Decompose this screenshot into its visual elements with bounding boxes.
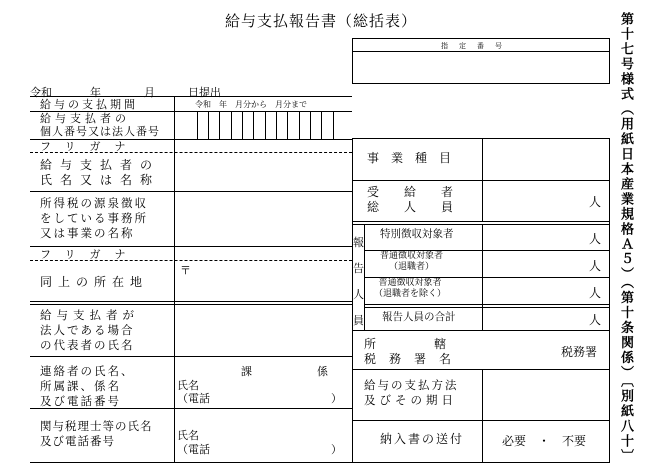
business-type-label: 事業種目 — [367, 151, 464, 165]
pay-period-field[interactable]: 令和 年 月分から 月分まで — [195, 100, 307, 109]
left-table — [30, 96, 352, 463]
normal-retired-label: 普通徴収対象者 （退職者） — [380, 251, 444, 272]
special-collection-label: 特別徴収対象者 — [380, 228, 454, 240]
payer-name-label: 給与支払者の 氏名又は名称 — [40, 158, 161, 187]
person-unit: 人 — [588, 195, 601, 209]
normal-other-label: 普通徴収対象者 （退職者を除く） — [374, 278, 447, 299]
tax-accountant-phone: （電話 ） — [177, 443, 342, 456]
payer-name-field[interactable] — [175, 153, 352, 191]
tax-accountant-name: 氏名 — [177, 429, 199, 442]
report-count-vertical-label: 報 告 人 員 — [353, 236, 364, 327]
business-type-field[interactable] — [483, 139, 609, 180]
contact-name: 氏名 — [177, 379, 199, 392]
individual-number-field[interactable] — [175, 112, 352, 139]
payment-slip-label: 納入書の送付 — [380, 432, 465, 446]
person-unit: 人 — [588, 232, 601, 246]
furigana-label-1: フリガナ — [40, 140, 140, 153]
person-unit: 人 — [588, 286, 601, 300]
contact-field[interactable] — [175, 357, 352, 408]
tax-office-suffix: 税務署 — [560, 345, 597, 359]
tax-office-label: 所 轄 税務署名 — [364, 337, 465, 366]
report-total-field[interactable] — [483, 307, 609, 330]
address-field[interactable] — [175, 261, 352, 301]
form-title: 給与支払報告書（総括表） — [225, 12, 418, 30]
right-table — [352, 138, 610, 463]
postal-mark-icon: 〒 — [180, 264, 191, 277]
date-year: 年 — [90, 86, 101, 99]
person-unit: 人 — [588, 259, 601, 273]
furigana-field-1[interactable] — [175, 140, 352, 152]
date-month: 月 — [144, 86, 155, 99]
total-recipients-field[interactable] — [483, 181, 609, 221]
individual-number-label: 給与支払者の 個人番号又は法人番号 — [40, 112, 160, 138]
furigana-label-2: フリガナ — [40, 248, 140, 261]
tax-accountant-field[interactable] — [175, 409, 352, 462]
office-name-label: 所得税の源泉徴収 をしている事務所 又は事業の名称 — [40, 196, 148, 240]
report-total-label: 報告人員の合計 — [382, 311, 456, 323]
office-name-field[interactable] — [175, 192, 352, 246]
tax-office-field[interactable] — [483, 331, 609, 369]
total-recipients-label: 受給者 総人員 — [367, 185, 479, 214]
pay-method-label: 給与の支払方法 及びその期日 — [364, 378, 459, 407]
special-collection-field[interactable] — [483, 224, 609, 250]
furigana-field-2[interactable] — [175, 247, 352, 259]
person-unit: 人 — [588, 313, 601, 327]
representative-field[interactable] — [175, 305, 352, 356]
date-submitted: 日提出 — [188, 86, 221, 99]
address-label: 同上の所在地 — [40, 275, 149, 289]
pay-period-label: 給与の支払期間 — [40, 98, 138, 111]
normal-other-field[interactable] — [483, 278, 609, 304]
contact-phone: （電話 ） — [177, 392, 342, 405]
pay-method-field[interactable] — [483, 370, 609, 420]
date-era: 令和 — [30, 86, 52, 99]
contact-unit: 係 — [317, 365, 328, 378]
designation-number-box[interactable] — [352, 38, 610, 84]
representative-label: 給与支払者が 法人である場合 の代表者の氏名 — [40, 308, 139, 352]
form-side-note: 第十七号様式（用紙日本産業規格Ａ５）（第十条関係）〔別紙八十〕 — [618, 12, 633, 464]
tax-accountant-label: 関与税理士等の氏名 及び電話番号 — [40, 419, 153, 448]
normal-retired-field[interactable] — [483, 251, 609, 277]
contact-label: 連絡者の氏名、 所属課、係名 及び電話番号 — [40, 364, 135, 408]
payment-slip-options[interactable]: 必要 ・ 不要 — [502, 434, 587, 448]
contact-section: 課 — [241, 365, 252, 378]
designation-number-label: 指 定 番 号 — [441, 42, 504, 50]
